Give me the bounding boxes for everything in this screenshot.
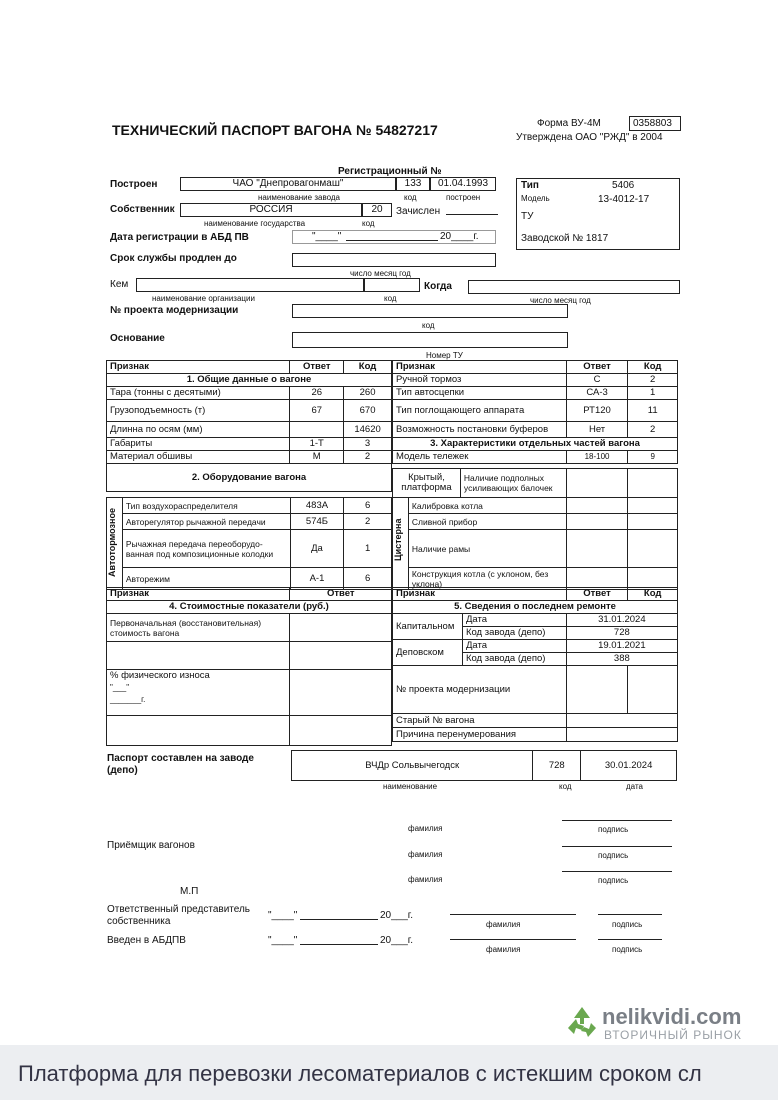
compiled-date: 30.01.2024	[581, 751, 677, 781]
receiver-label: Приёмщик вагонов	[107, 840, 195, 851]
row-label: Тип поглощающего аппарата	[393, 400, 567, 422]
modern-project-value	[566, 666, 628, 714]
platform-label: Крытый, платформа	[393, 469, 461, 498]
org-caption: наименование организации	[152, 294, 255, 303]
section-2-title: 2. Оборудование вагона	[107, 464, 392, 492]
entered-year: 20___г.	[380, 935, 414, 946]
date-caption: дата	[626, 782, 643, 791]
model-label: Модель	[521, 194, 550, 203]
row-answer: 1-Т	[290, 438, 344, 451]
renumber-reason-label: Причина перенумерования	[393, 728, 567, 742]
page-caption: Платформа для перевозки лесоматериалов с истекшим сроком сл	[18, 1061, 702, 1086]
repair-table	[392, 587, 678, 742]
owner-rep-label: Ответственный представитель собственника	[107, 904, 251, 927]
row-label: Тип автосцепки	[393, 387, 567, 400]
when-label: Когда	[424, 281, 452, 292]
row-code: 1	[628, 387, 678, 400]
row-code: 2	[628, 374, 678, 387]
row-code: 11	[628, 400, 678, 422]
wear-year: _______г.	[110, 695, 146, 704]
section-5-title: 5. Сведения о последнем ремонте	[393, 601, 678, 614]
capital-date: 31.01.2024	[566, 614, 677, 627]
row-answer: СА-3	[566, 387, 628, 400]
brake-code: 6	[344, 498, 392, 514]
state-caption: наименование государства	[204, 219, 306, 228]
row-label: Возможность постановки буферов	[393, 422, 567, 438]
depot-code: 388	[566, 653, 677, 666]
brand-tagline: ВТОРИЧНЫЙ РЫНОК	[604, 1028, 742, 1042]
parts-table	[392, 360, 678, 464]
signature-caption-3: подпись	[598, 876, 629, 885]
model-value: 13-4012-17	[598, 194, 650, 205]
owner-value: РОССИЯ	[249, 204, 293, 215]
recycle-icon	[564, 1004, 600, 1040]
bogie-label: Модель тележек	[393, 451, 567, 464]
compiled-depot: ВЧДр Сольвычегодск	[292, 751, 533, 781]
owner-code: 20	[371, 204, 383, 215]
header-code-right: Код	[628, 361, 678, 374]
tank-answer	[566, 514, 628, 530]
form-label: Форма ВУ-4М	[537, 118, 601, 129]
tank-label: Конструкция котла (с уклоном, без уклона)	[408, 568, 566, 590]
compiled-label: Паспорт составлен на заводе (депо)	[107, 753, 254, 776]
brake-code: 2	[344, 514, 392, 530]
old-number-value	[566, 714, 677, 728]
row-label: Грузоподъемность (т)	[107, 400, 290, 422]
platform-table	[392, 468, 678, 498]
row-answer: 26	[290, 387, 344, 400]
row-label: Ручной тормоз	[393, 374, 567, 387]
stamp-label: М.П	[180, 886, 199, 897]
brake-label: Тип воздухораспределителя	[122, 498, 290, 514]
renumber-reason-value	[566, 728, 677, 742]
row-answer: 67	[290, 400, 344, 422]
signature-caption-1: подпись	[598, 825, 629, 834]
entered-signature: подпись	[612, 945, 643, 954]
abd-year: 20____г.	[440, 231, 479, 242]
tank-code	[628, 530, 678, 568]
brake-code: 1	[344, 530, 392, 568]
row-answer: РТ120	[566, 400, 628, 422]
tu-label: ТУ	[521, 211, 534, 222]
entered-label: Введен в АБДПВ	[107, 935, 186, 946]
row-label: Длинна по осям (мм)	[107, 422, 290, 438]
header-answer-4: Ответ	[290, 588, 392, 601]
type-value: 5406	[612, 180, 635, 191]
modern-label: № проекта модернизации	[110, 305, 239, 316]
row-label: Материал обшивы	[107, 451, 290, 464]
beams-label: Наличие подполных усиливающих балочек	[460, 469, 566, 498]
enlisted-label: Зачислен	[396, 206, 441, 217]
brake-label: Авторежим	[122, 568, 290, 590]
built-label: Построен	[110, 179, 158, 190]
row-answer: Нет	[566, 422, 628, 438]
signature-caption-2: подпись	[598, 851, 629, 860]
platform-code	[628, 469, 678, 498]
plant-name: ЧАО "Днепровагонмаш"	[232, 178, 344, 189]
tank-label: Калибровка котла	[408, 498, 566, 514]
compiled-code: 728	[533, 751, 581, 781]
tank-table	[392, 497, 678, 590]
brake-answer: А-1	[290, 568, 344, 590]
tank-label: Наличие рамы	[408, 530, 566, 568]
row-label: Габариты	[107, 438, 290, 451]
factory-number: Заводской № 1817	[521, 233, 609, 244]
nelikvidi-logo	[564, 1004, 764, 1042]
built-date: 01.04.1993	[437, 178, 489, 189]
cost-empty-2	[107, 716, 290, 746]
code-caption-2: код	[559, 782, 572, 791]
row-code: 2	[344, 451, 392, 464]
cost-initial-value	[290, 614, 392, 642]
wear-label: % физического износа	[110, 670, 210, 681]
tank-answer	[566, 530, 628, 568]
header-sign: Признак	[107, 361, 290, 374]
code3-caption: код	[422, 321, 435, 330]
header-code-5: Код	[628, 588, 678, 601]
brake-label: Рычажная передача переоборудо-ванная под композиционные колодки	[122, 530, 290, 568]
owner-rep-year: 20___г.	[380, 910, 414, 921]
brand-name: nelikvidi	[602, 1004, 691, 1029]
brakes-vertical-label: Автотормозное	[107, 508, 117, 578]
surname-caption-3: фамилия	[408, 875, 443, 884]
cost-empty	[107, 642, 290, 670]
cost-initial-label: Первоначальная (восстановительная) стоимость вагона	[107, 614, 290, 642]
row-code: 14620	[344, 422, 392, 438]
brake-code: 6	[344, 568, 392, 590]
header-answer-5: Ответ	[566, 588, 628, 601]
general-table	[106, 360, 392, 492]
header-answer-right: Ответ	[566, 361, 628, 374]
approval-note: Утверждена ОАО "РЖД" в 2004	[516, 132, 663, 143]
type-label: Тип	[521, 180, 539, 191]
row-answer	[290, 422, 344, 438]
compiled-table	[291, 750, 677, 781]
cost-table	[106, 587, 392, 746]
abd-label: Дата регистрации в АБД ПВ	[110, 232, 249, 243]
header-code: Код	[344, 361, 392, 374]
row-answer: М	[290, 451, 344, 464]
header-answer: Ответ	[290, 361, 344, 374]
bogie-answer: 18-100	[566, 451, 628, 464]
row-code: 3	[344, 438, 392, 451]
row-label: Тара (тонны с десятыми)	[107, 387, 290, 400]
code-caption: код	[404, 193, 417, 202]
header-sign-right: Признак	[393, 361, 567, 374]
depot-label: Деповском	[393, 640, 463, 666]
owner-label: Собственник	[110, 204, 175, 215]
brand-domain: .com	[690, 1004, 742, 1029]
owner-rep-surname: фамилия	[486, 920, 521, 929]
by-label: Кем	[110, 279, 129, 290]
row-code: 260	[344, 387, 392, 400]
code2-caption: код	[384, 294, 397, 303]
registration-label: Регистрационный №	[338, 166, 442, 177]
surname-caption-2: фамилия	[408, 850, 443, 859]
entered-quote: "____"	[268, 935, 298, 946]
tank-code	[628, 498, 678, 514]
tank-vertical-label: Цистерна	[393, 518, 403, 562]
platform-answer	[566, 469, 628, 498]
wear-cell	[107, 670, 290, 716]
row-code: 670	[344, 400, 392, 422]
capital-code-label: Код завода (депо)	[462, 627, 566, 640]
header-sign-5: Признак	[393, 588, 567, 601]
owner-rep-quote: "____"	[268, 910, 298, 921]
modern-project-code	[628, 666, 678, 714]
plant-code: 133	[404, 178, 422, 189]
depot-date-label: Дата	[462, 640, 566, 653]
cost-empty-value	[290, 642, 392, 670]
modern-project-label: № проекта модернизации	[393, 666, 567, 714]
old-number-label: Старый № вагона	[393, 714, 567, 728]
capital-code: 728	[566, 627, 677, 640]
section-4-title: 4. Стоимостные показатели (руб.)	[107, 601, 392, 614]
brake-answer: 483А	[290, 498, 344, 514]
section-1-title: 1. Общие данные о вагоне	[107, 374, 392, 387]
tank-label: Сливной прибор	[408, 514, 566, 530]
tank-answer	[566, 498, 628, 514]
brake-answer: Да	[290, 530, 344, 568]
tu-caption: Номер ТУ	[426, 351, 463, 360]
brake-label: Авторегулятор рычажной передачи	[122, 514, 290, 530]
form-number: 0358803	[633, 118, 672, 129]
surname-caption-1: фамилия	[408, 824, 443, 833]
service-label: Срок службы продлен до	[110, 253, 237, 264]
wear-quote: "___"	[110, 683, 130, 692]
state-code-caption: код	[362, 219, 375, 228]
document-title: ТЕХНИЧЕСКИЙ ПАСПОРТ ВАГОНА № 54827217	[112, 122, 438, 138]
dmy2-caption: число месяц год	[530, 296, 591, 305]
depot-date: 19.01.2021	[566, 640, 677, 653]
abd-quote: "____"	[312, 231, 342, 242]
name-caption: наименование	[383, 782, 438, 791]
depot-code-label: Код завода (депо)	[462, 653, 566, 666]
tank-code	[628, 514, 678, 530]
entered-surname: фамилия	[486, 945, 521, 954]
header-sign-4: Признак	[107, 588, 290, 601]
bogie-code: 9	[628, 451, 678, 464]
row-code: 2	[628, 422, 678, 438]
cost-empty-value-2	[290, 716, 392, 746]
built-caption: построен	[446, 193, 481, 202]
capital-label: Капитальном	[393, 614, 463, 640]
dmy-caption: число месяц год	[350, 269, 411, 278]
section-3-title: 3. Характеристики отдельных частей вагона	[393, 438, 678, 451]
basis-label: Основание	[110, 333, 165, 344]
brake-answer: 574Б	[290, 514, 344, 530]
owner-rep-signature: подпись	[612, 920, 643, 929]
brakes-table	[106, 497, 392, 590]
row-answer: С	[566, 374, 628, 387]
plant-caption: наименование завода	[258, 193, 340, 202]
wear-value	[290, 670, 392, 716]
capital-date-label: Дата	[462, 614, 566, 627]
